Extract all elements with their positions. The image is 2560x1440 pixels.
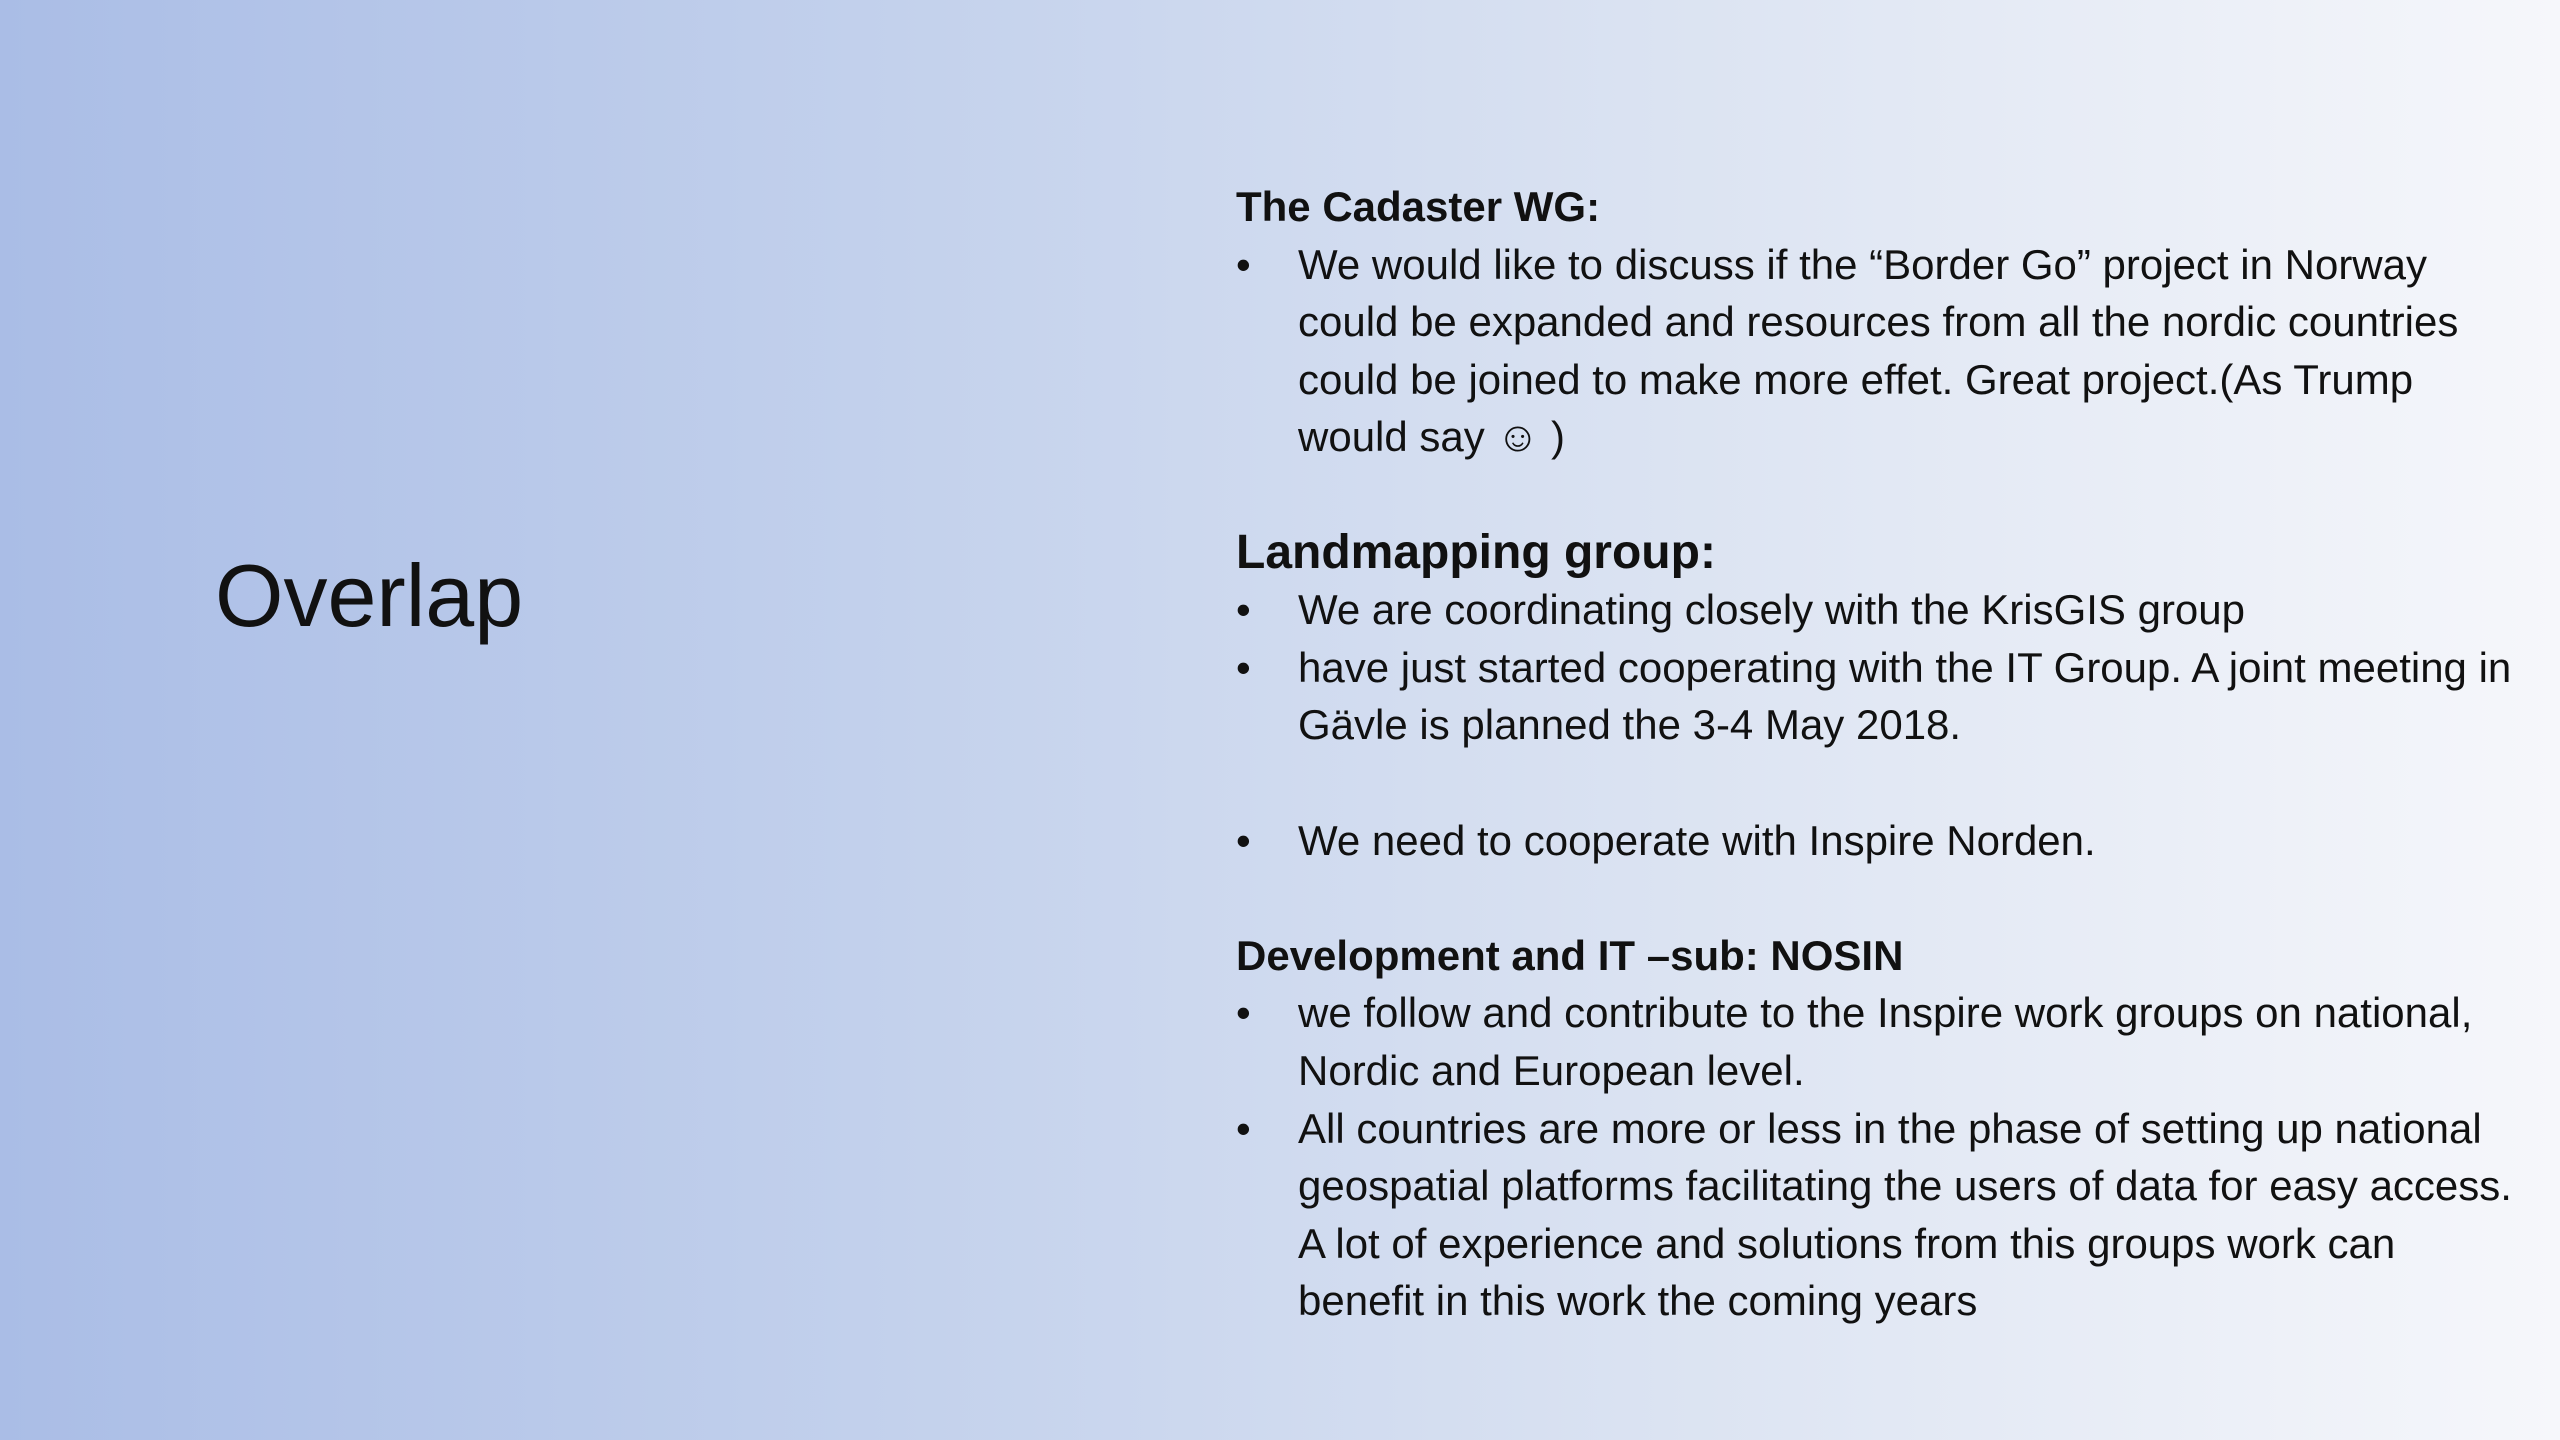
list-item: [1236, 236, 2526, 466]
bullet-text: We are coordinating closely with the KrisGIS group: [1298, 586, 2246, 634]
slide-content: [1236, 178, 2526, 1330]
bullet-text: We would like to discuss if the “Border Go” project in Norway could be expanded and resources from all the nordic countries could be joined to make more effet. Great project.(As Trump would say ☺ ): [1298, 240, 2459, 461]
list-item: [1236, 812, 2526, 870]
list-item: [1236, 581, 2526, 639]
bullet-text: we follow and contribute to the Inspire work groups on national, Nordic and European level.: [1298, 989, 2473, 1094]
bullet-text: We need to cooperate with Inspire Norden.: [1298, 816, 2096, 864]
landmapping-bullet-list: [1236, 581, 2526, 869]
bullet-icon: •: [1236, 240, 1251, 288]
bullet-icon: •: [1236, 586, 1251, 634]
list-item-spacer: [1236, 754, 2526, 812]
section-spacer: [1236, 869, 2526, 927]
bullet-icon: •: [1236, 1104, 1251, 1152]
list-item: [1236, 1100, 2526, 1330]
slide-title: Overlap: [215, 546, 524, 645]
bullet-icon: •: [1236, 989, 1251, 1037]
list-item: [1236, 639, 2526, 754]
bullet-icon: •: [1236, 643, 1251, 691]
bullet-text: All countries are more or less in the phase of setting up national geospatial platforms facilitating the users of data for easy access. A lot of experience and solutions from this groups work can benefit in this work the coming years: [1298, 1104, 2512, 1325]
cadaster-heading: The Cadaster WG:: [1236, 183, 1601, 230]
section-spacer: [1236, 466, 2526, 524]
cadaster-bullet-list: [1236, 236, 2526, 466]
landmapping-heading: Landmapping group:: [1236, 525, 1716, 579]
development-it-heading: Development and IT –sub: NOSIN: [1236, 931, 1904, 979]
development-it-bullet-list: [1236, 984, 2526, 1330]
bullet-text: have just started cooperating with the IT Group. A joint meeting in Gävle is planned the 3-4 May 2018.: [1298, 643, 2512, 749]
list-item: [1236, 984, 2526, 1099]
bullet-icon: •: [1236, 816, 1251, 864]
